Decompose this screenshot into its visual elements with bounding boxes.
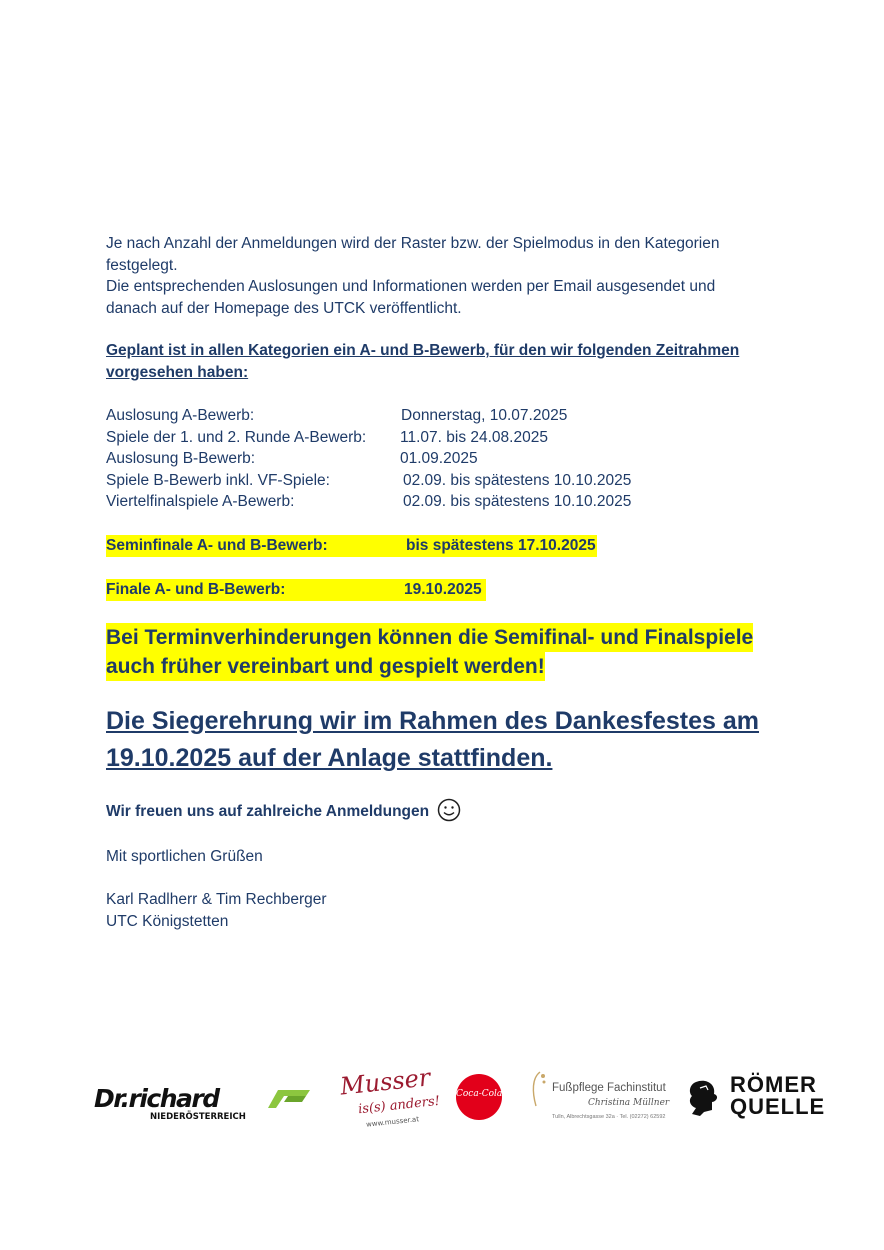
roemerquelle-logo: [686, 1074, 826, 1124]
coca-cola-logo: [456, 1074, 502, 1120]
musser-url: www.musser.at: [365, 1115, 420, 1129]
looking-forward-text: Wir freuen uns auf zahlreiche Anmeldungen: [106, 803, 430, 820]
dr-richard-swoosh-icon: [262, 1088, 312, 1110]
signature-block: [106, 889, 327, 932]
schedule-row: [106, 491, 746, 513]
schedule-value: 02.09. bis spätestens 10.10.2025: [403, 471, 632, 489]
schedule-value: 02.09. bis spätestens 10.10.2025: [403, 493, 632, 510]
schedule-row: [106, 470, 746, 492]
schedule-label: Spiele B-Bewerb inkl. VF-Spiele:: [106, 471, 330, 489]
dr-richard-region: NIEDERÖSTERREICH: [150, 1112, 246, 1122]
scheduling-notice: [106, 623, 753, 681]
intro-line: festgelegt.: [106, 256, 178, 274]
semifinal-row: [106, 535, 597, 557]
schedule-label: Spiele der 1. und 2. Runde A-Bewerb:: [106, 428, 367, 446]
fusspflege-title: Fußpflege Fachinstitut: [552, 1082, 666, 1094]
schedule-row: [106, 448, 746, 470]
musser-logo: [336, 1063, 441, 1134]
coca-cola-wordmark: Coca-Cola: [456, 1089, 503, 1099]
intro-line: Die entsprechenden Auslosungen und Informationen werden per Email ausgesendet und: [106, 278, 716, 295]
ceremony-line: 19.10.2025 auf der Anlage stattfinden.: [106, 744, 553, 772]
musser-tagline: is(s) anders!: [357, 1093, 441, 1118]
final-label: Finale A- und B-Bewerb:: [106, 581, 286, 598]
schedule-list: [106, 405, 746, 513]
final-row: [106, 579, 486, 601]
award-ceremony-heading: [106, 703, 759, 777]
semifinal-label: Seminfinale A- und B-Bewerb:: [106, 537, 328, 554]
notice-line: auch früher vereinbart und gespielt werden!: [106, 652, 545, 681]
fusspflege-owner: Christina Müllner: [588, 1098, 670, 1108]
plan-heading: [106, 340, 739, 383]
greeting: Mit sportlichen Grüßen: [106, 848, 263, 865]
schedule-value: 01.09.2025: [400, 450, 478, 467]
signers: Karl Radlherr & Tim Rechberger: [106, 891, 327, 908]
fusspflege-logo: [528, 1070, 670, 1132]
roman-head-icon: [686, 1078, 722, 1118]
sponsor-logos: [0, 1060, 884, 1140]
intro-line: Je nach Anzahl der Anmeldungen wird der Raster bzw. der Spielmodus in den Kategorien: [106, 235, 720, 252]
dr-richard-wordmark: Dr.richard: [94, 1084, 219, 1113]
schedule-value: 11.07. bis 24.08.2025: [400, 428, 548, 446]
musser-wordmark: Musser: [338, 1063, 432, 1101]
roemerquelle-line2: QUELLE: [730, 1094, 826, 1119]
schedule-row: [106, 427, 746, 449]
schedule-value: Donnerstag, 10.07.2025: [401, 407, 568, 424]
schedule-label: Viertelfinalspiele A-Bewerb:: [106, 493, 295, 510]
fusspflege-address: Tulln, Albrechtsgasse 32a · Tel. (02272) 62592: [552, 1114, 666, 1120]
smiley-icon: [437, 798, 461, 822]
intro-line: danach auf der Homepage des UTCK veröffentlicht.: [106, 299, 462, 317]
club-name: UTC Königstetten: [106, 912, 229, 930]
foot-icon: [528, 1070, 548, 1108]
semifinal-date: bis spätestens 17.10.2025: [406, 537, 596, 554]
plan-heading-line: Geplant ist in allen Kategorien ein A- und B-Bewerb, für den wir folgenden Zeitrahmen: [106, 342, 740, 359]
roemerquelle-line1: RÖMER: [730, 1072, 817, 1097]
dr-richard-logo: [94, 1084, 316, 1124]
schedule-row: [106, 405, 746, 427]
schedule-label: Auslosung B-Bewerb:: [106, 450, 256, 467]
plan-heading-line: vorgesehen haben:: [106, 363, 249, 381]
schedule-label: Auslosung A-Bewerb:: [106, 407, 255, 424]
notice-line: Bei Terminverhinderungen können die Semifinal- und Finalspiele: [106, 623, 753, 652]
ceremony-line: Die Siegerehrung wir im Rahmen des Dankesfestes am: [106, 707, 760, 735]
final-date: 19.10.2025: [404, 581, 482, 598]
intro-paragraph: [106, 233, 719, 319]
